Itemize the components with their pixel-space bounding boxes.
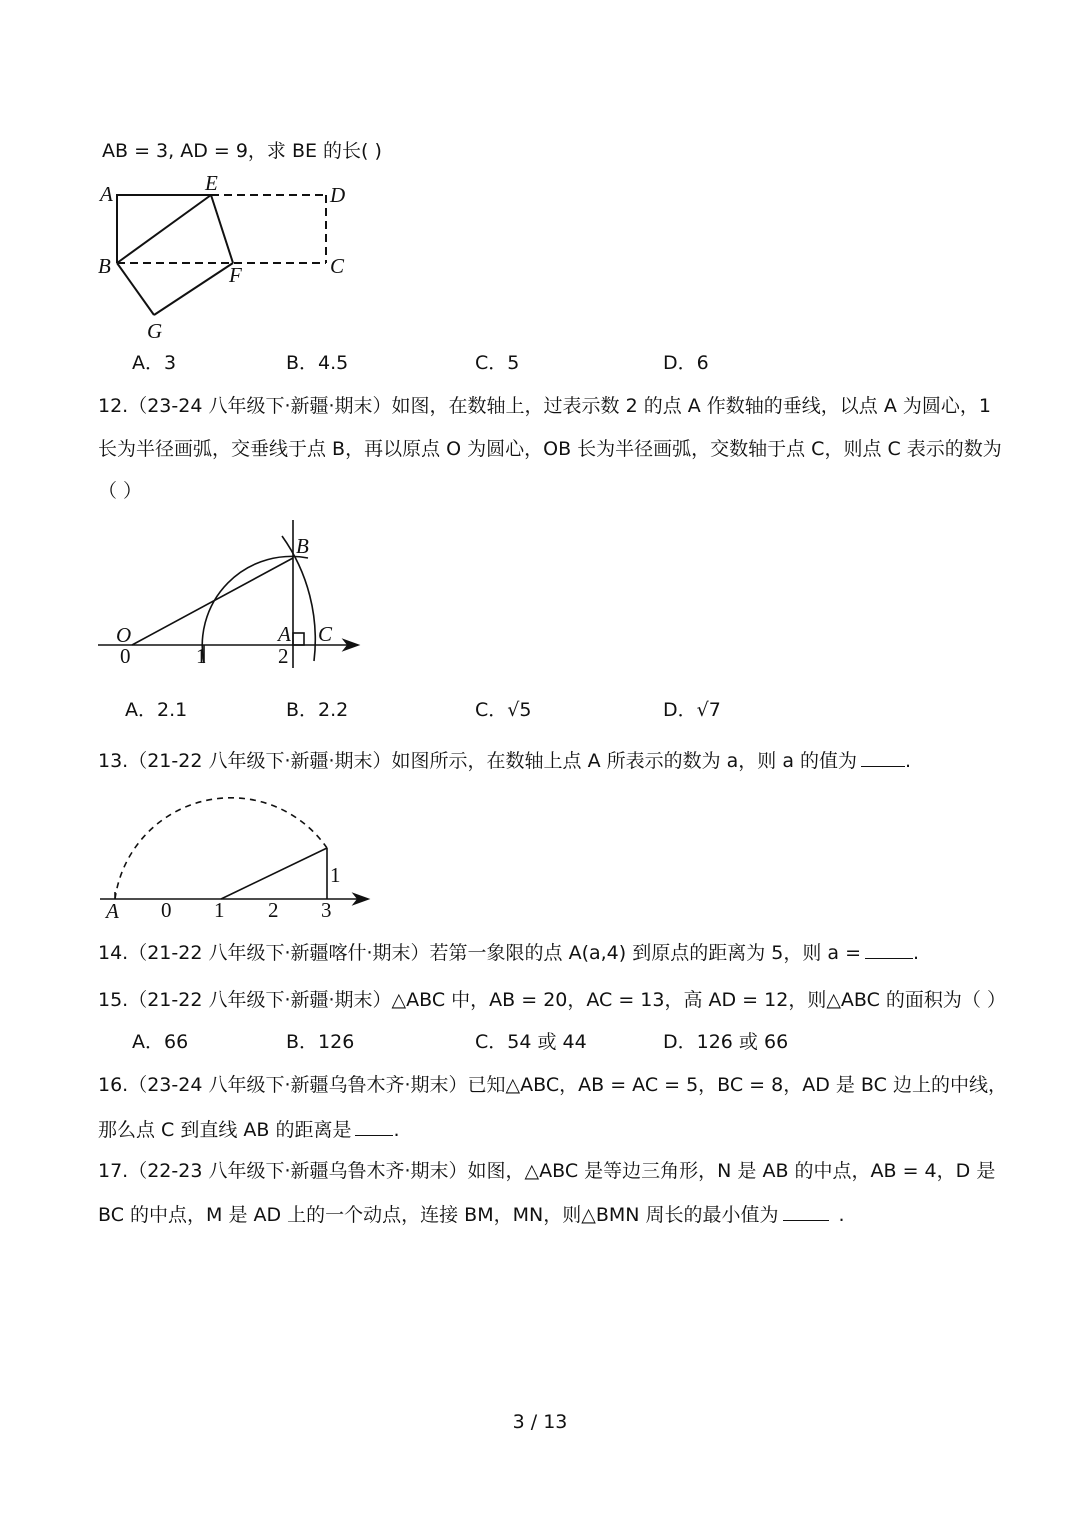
q14-answer-blank[interactable] — [865, 942, 913, 959]
q13-answer-blank[interactable] — [861, 750, 905, 767]
q11-option-d[interactable]: D．6 — [663, 352, 709, 374]
q17-stem-line2 — [98, 1204, 845, 1225]
q13-tick-label-3: 3 — [321, 898, 332, 922]
q16-stem-line1: 16.（23-24 八年级下·新疆乌鲁木齐·期末）已知△ABC，AB = AC = 5，BC = 8，AD 是 BC 边上的中线， — [98, 1074, 1007, 1096]
q13-tick-label-0: 0 — [161, 898, 172, 922]
q15-stem: 15.（21-22 八年级下·新疆·期末）△ABC 中，AB = 20，AC = 13，高 AD = 12，则△ABC 的面积为（ ） — [98, 989, 1006, 1011]
q12-option-c[interactable]: C．√5 — [475, 699, 532, 721]
q16-stem-line2 — [98, 1119, 400, 1140]
q17-answer-blank[interactable] — [783, 1204, 829, 1221]
q17-stem-end: . — [838, 1204, 845, 1226]
q13-tick-label-1: 1 — [214, 898, 225, 922]
q13-stem-end: . — [905, 750, 912, 772]
q13-number-line-figure — [96, 782, 386, 922]
q11-label-g: G — [147, 319, 163, 343]
q11-stem-tail: AB = 3, AD = 9，求 BE 的长( ) — [102, 140, 382, 162]
page-number: 3 / 13 — [512, 1411, 568, 1433]
q12-label-o: O — [116, 623, 132, 647]
q11-option-b[interactable]: B．4.5 — [286, 352, 349, 374]
q12-stem-line3: （ ） — [98, 480, 143, 502]
q12-tick-label-2: 2 — [278, 644, 289, 668]
q12-right-angle-mark — [293, 633, 304, 645]
q12-label-a: A — [278, 622, 291, 646]
q11-segment-be — [117, 195, 211, 263]
q12-option-a[interactable]: A．2.1 — [125, 699, 188, 721]
q11-option-a[interactable]: A．3 — [132, 352, 177, 374]
q12-label-b: B — [296, 534, 309, 558]
q13-label-a: A — [106, 899, 119, 923]
q13-tick-label-2: 2 — [268, 898, 279, 922]
q11-segment-ef — [211, 195, 233, 263]
q14-stem-text: 14.（21-22 八年级下·新疆喀什·期末）若第一象限的点 A(a,4) 到原点的距离为 5，则 a = — [98, 942, 861, 964]
q16-stem-end: . — [393, 1119, 400, 1141]
q13-side-label: 1 — [330, 863, 341, 887]
q15-option-a[interactable]: A．66 — [132, 1031, 189, 1053]
q11-label-f: F — [229, 263, 242, 287]
q12-stem-line1: 12.（23-24 八年级下·新疆·期末）如图，在数轴上，过表示数 2 的点 A 作数轴的垂线，以点 A 为圆心，1 — [98, 395, 991, 417]
q11-label-c: C — [330, 254, 345, 278]
q11-label-e: E — [205, 171, 218, 195]
q13-stem — [98, 750, 911, 771]
q15-option-b[interactable]: B．126 — [286, 1031, 355, 1053]
q16-stem-line2-text: 那么点 C 到直线 AB 的距离是 — [98, 1119, 352, 1141]
q12-tick-label-1: 1 — [196, 644, 207, 668]
q13-dashed-arc — [115, 798, 327, 899]
q11-figure — [90, 170, 350, 370]
q14-stem — [98, 942, 919, 963]
q12-segment-ob — [132, 558, 293, 645]
q12-option-d[interactable]: D．√7 — [663, 699, 721, 721]
q17-stem-line2-text: BC 的中点，M 是 AD 上的一个动点，连接 BM，MN，则△BMN 周长的最小值为 — [98, 1204, 779, 1226]
q11-label-a: A — [100, 182, 113, 206]
q12-stem-line2: 长为半径画弧，交垂线于点 B，再以原点 O 为圆心，OB 长为半径画弧，交数轴于点 C，则点 C 表示的数为 — [98, 438, 1002, 460]
q15-option-d[interactable]: D．126 或 66 — [663, 1031, 789, 1053]
q11-label-d: D — [330, 183, 346, 207]
q13-stem-text: 13.（21-22 八年级下·新疆·期末）如图所示，在数轴上点 A 所表示的数为 a，则 a 的值为 — [98, 750, 858, 772]
q13-hypotenuse — [221, 848, 327, 899]
q11-segment-bg — [117, 263, 154, 315]
q15-option-c[interactable]: C．54 或 44 — [475, 1031, 587, 1053]
q11-label-b: B — [98, 254, 111, 278]
q12-label-c: C — [318, 622, 333, 646]
q12-arc-center-a — [202, 556, 308, 663]
q14-stem-end: . — [913, 942, 920, 964]
q12-number-line-figure — [94, 518, 374, 678]
q11-segment-gf — [154, 263, 233, 315]
q11-option-c[interactable]: C．5 — [475, 352, 520, 374]
q16-answer-blank[interactable] — [355, 1119, 393, 1136]
q17-stem-line1: 17.（22-23 八年级下·新疆乌鲁木齐·期末）如图，△ABC 是等边三角形，N 是 AB 的中点，AB = 4，D 是 — [98, 1160, 996, 1182]
q12-tick-label-0: 0 — [120, 644, 131, 668]
q12-option-b[interactable]: B．2.2 — [286, 699, 349, 721]
